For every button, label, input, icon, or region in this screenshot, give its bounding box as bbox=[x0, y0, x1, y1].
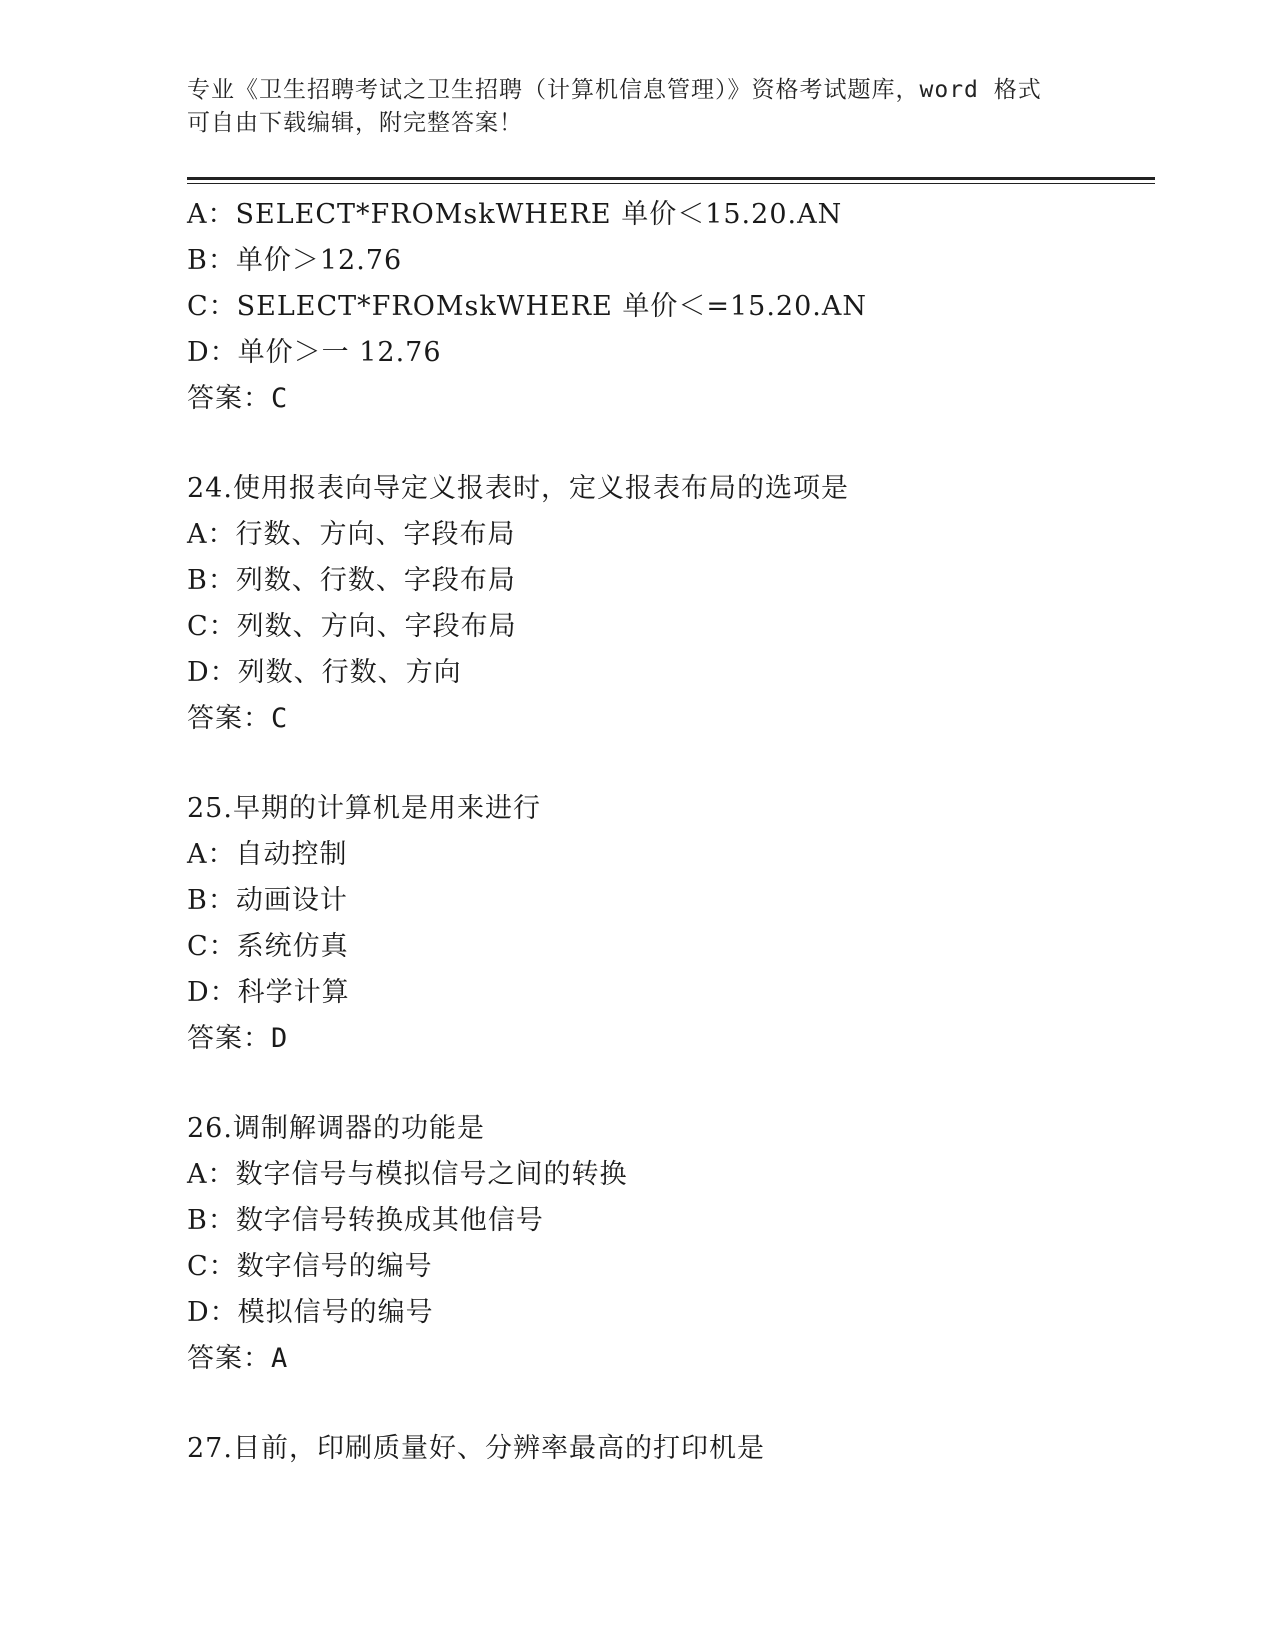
answer-value: A bbox=[271, 1343, 289, 1374]
document-header bbox=[187, 74, 1087, 140]
question-26 bbox=[187, 1106, 1155, 1382]
option-c: C：数字信号的编号 bbox=[187, 1251, 433, 1282]
answer-line bbox=[187, 1336, 1155, 1382]
answer-line bbox=[187, 1016, 1155, 1062]
option-a: A：数字信号与模拟信号之间的转换 bbox=[187, 1159, 628, 1190]
answer-label: 答案： bbox=[187, 1023, 271, 1054]
option-a: A：自动控制 bbox=[187, 839, 348, 870]
question-27 bbox=[187, 1426, 1155, 1472]
question-25 bbox=[187, 786, 1155, 1062]
option-a: A：行数、方向、字段布局 bbox=[187, 519, 516, 550]
header-divider-thin bbox=[187, 183, 1155, 184]
option-b: B：单价＞12.76 bbox=[187, 245, 403, 276]
answer-label: 答案： bbox=[187, 1343, 271, 1374]
question-list bbox=[187, 192, 1155, 1516]
option-c: C：列数、方向、字段布局 bbox=[187, 611, 517, 642]
question-text: 24.使用报表向导定义报表时，定义报表布局的选项是 bbox=[187, 473, 849, 504]
option-b: B：列数、行数、字段布局 bbox=[187, 565, 516, 596]
header-title-line-1: 专业《卫生招聘考试之卫生招聘（计算机信息管理）》资格考试题库，word 格式 bbox=[187, 77, 1042, 103]
question-23-fragment bbox=[187, 192, 1155, 422]
option-a: A：SELECT*FROMskWHERE 单价＜15.20.AN bbox=[187, 199, 843, 230]
option-c: C：SELECT*FROMskWHERE 单价＜=15.20.AN bbox=[187, 291, 867, 322]
answer-value: C bbox=[271, 383, 289, 414]
option-c: C：系统仿真 bbox=[187, 931, 349, 962]
option-d: D：列数、行数、方向 bbox=[187, 657, 462, 688]
answer-line bbox=[187, 696, 1155, 742]
question-text: 26.调制解调器的功能是 bbox=[187, 1113, 485, 1144]
answer-value: C bbox=[271, 703, 289, 734]
option-d: D：模拟信号的编号 bbox=[187, 1297, 434, 1328]
question-text: 25.早期的计算机是用来进行 bbox=[187, 793, 541, 824]
question-text: 27.目前，印刷质量好、分辨率最高的打印机是 bbox=[187, 1433, 765, 1464]
option-d: D：科学计算 bbox=[187, 977, 350, 1008]
header-title-line-2: 可自由下载编辑，附完整答案！ bbox=[187, 110, 523, 136]
question-24 bbox=[187, 466, 1155, 742]
answer-label: 答案： bbox=[187, 383, 271, 414]
answer-label: 答案： bbox=[187, 703, 271, 734]
answer-value: D bbox=[271, 1023, 289, 1054]
option-b: B：动画设计 bbox=[187, 885, 348, 916]
header-divider-thick bbox=[187, 177, 1155, 180]
option-b: B：数字信号转换成其他信号 bbox=[187, 1205, 544, 1236]
answer-line bbox=[187, 376, 1155, 422]
option-d: D：单价＞一 12.76 bbox=[187, 337, 442, 368]
